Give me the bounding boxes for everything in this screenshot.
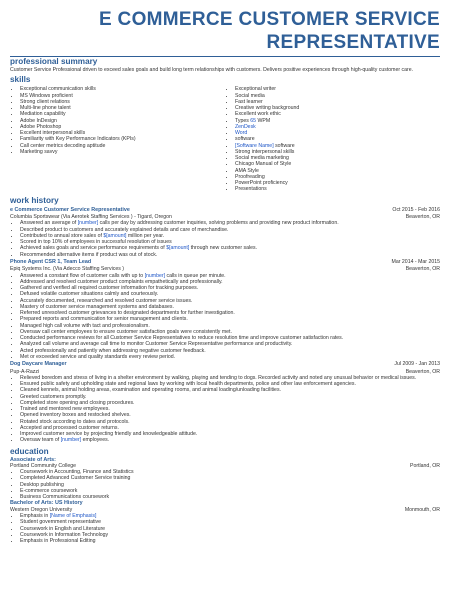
resume-title [10,8,440,54]
job-bullet: • Managed high call volume with tact and professionalism. [20,323,440,329]
job-bullet: • Completed store opening and closing procedures. [20,400,440,406]
education-bullet: • Emphasis in Professional Editing [20,538,440,544]
skill-item: • Mediation capability [20,111,225,117]
job-title: Phone Agent CSR 1, Team Lead [10,258,92,265]
skill-item: • Social media marketing [235,155,440,161]
skill-item: • Social media [235,93,440,99]
skill-item: • PowerPoint proficiency [235,180,440,186]
work-heading: work history [10,195,59,205]
title-line-1: E COMMERCE CUSTOMER SERVICE [99,9,440,30]
skill-item: • Presentations [235,186,440,192]
resume-page [10,8,440,544]
job-location: Beaverton, OR [405,368,440,375]
skills-heading: skills [10,75,31,85]
job-bullet: • Improved customer service by projecting friendly and knowledgeable attitude. [20,431,440,437]
placeholder-highlight: $[amount] [103,232,127,239]
summary-text: Customer Service Professional driven to exceed sales goals and build long term relationships with customers. Delivers positive experiences through high-quality customer care. [10,67,414,73]
placeholder-highlight: $[amount] [166,245,190,252]
job-header [10,207,440,214]
education-list [10,457,440,545]
school-name: Western Oregon University [10,506,73,513]
education-bullet: • Coursework in Accounting, Finance and Statistics [20,469,440,475]
job-dates: Jul 2009 - Jan 2013 [394,361,440,368]
school-location: Monmouth, OR [404,506,440,513]
skill-item: • Proofreading [235,174,440,180]
skill-item: • Call center metrics decoding aptitude [20,143,225,149]
job-bullet: • Achieved sales goals and service performance requirements of $[amount] through new customer sales. [20,245,440,251]
degree: Associate of Arts: [10,456,56,463]
job-bullet: • Scored in top 10% of employees in successful resolution of issues [20,239,440,245]
placeholder-highlight: ZenDesk [235,123,256,130]
job-bullets [10,375,440,444]
job-bullets [10,220,440,258]
job-bullet: • Accurately documented, researched and resolved customer service issues. [20,298,440,304]
job-entry [10,259,440,360]
job-bullet: • Answered a constant flow of customer calls with up to [number] calls in queue per minute. [20,273,440,279]
education-entry [10,457,440,501]
summary-section [10,57,440,73]
skill-item: • Fast learner [235,99,440,105]
placeholder-highlight: [Software Name] [235,142,274,149]
education-bullet: • Coursework in English and Literature [20,526,440,532]
job-entry [10,207,440,258]
skill-item: • Creative writing background [235,105,440,111]
job-location: Beaverton, OR [405,214,440,221]
education-bullet: • Desktop publishing [20,482,440,488]
job-bullet: • Greeted customers promptly. [20,394,440,400]
job-title: Dog Daycare Manager [10,361,67,368]
job-bullet: • Met or exceeded service and quality standards every review period. [20,354,440,360]
education-bullet: • Business Communications coursework [20,494,440,500]
job-bullet: • Answered an average of [number] calls per day by addressing customer inquiries, solving problems and providing new product information. [20,220,440,226]
placeholder-highlight: Word [235,130,248,137]
skill-item: • Excellent interpersonal skills [20,130,225,136]
skill-item: • Multi-line phone talent [20,105,225,111]
job-bullet: • Conducted performance reviews for all Customer Service Representatives to reduce resolution time and improve customer satisfaction rates. [20,335,440,341]
skill-item: • Adobe Photoshop [20,124,225,130]
skill-item: • Chicago Manual of Style [235,161,440,167]
job-bullet: • Accepted and processed customer returns. [20,425,440,431]
job-bullet: • Analyzed call volume and average call time to monitor Customer Service Representative performance and productivity. [20,341,440,347]
skill-item: • Excellent work ethic [235,111,440,117]
skill-item: • Exceptional communication skills [20,86,225,92]
job-company: Pup-A-Razzi [10,368,40,375]
job-bullet: • Recommended alternative items if product was out of stock. [20,252,440,258]
placeholder-highlight: [number] [77,220,99,227]
skill-item: • MS Windows proficient [20,93,225,99]
job-bullet: • Opened inventory boxes and restocked shelves. [20,412,440,418]
skills-list-left [10,86,225,192]
job-bullet: • Addressed and resolved customer product complaints empathetically and professionally. [20,279,440,285]
placeholder-highlight: 65 [250,117,257,124]
job-bullet: • Prepared reports and communication for senior management and clients. [20,316,440,322]
job-bullet: • Oversaw team of [number] employees. [20,437,440,443]
skills-section [10,75,440,192]
skills-list-right [225,86,440,192]
skill-item: • software [235,136,440,142]
job-bullet: • Relieved boredom and stress of living in a shelter environment by walking, playing and tending to dogs. Recorded activity and noted any unusual behavior or medical issues. [20,375,440,381]
job-bullet: • Trained and mentored new employees. [20,406,440,412]
skill-item: • Strong client relations [20,99,225,105]
placeholder-highlight: [number] [60,437,82,444]
skill-item: • Familiarity with Key Performance Indicators (KPIs) [20,136,225,142]
placeholder-highlight: [number] [144,272,166,279]
work-section [10,196,440,444]
job-header [10,259,440,266]
education-bullet: • Emphasis in [Name of Emphasis] [20,513,440,519]
skill-item: • Exceptional writer [235,86,440,92]
skill-item: • [Software Name] software [235,143,440,149]
placeholder-highlight: [Name of Emphasis] [49,513,97,520]
job-dates: Oct 2015 - Feb 2016 [392,206,440,213]
job-bullet: • Defused volatile customer situations calmly and courteously. [20,291,440,297]
job-bullet: • Contributed to annual store sales of $[amount] million per year. [20,233,440,239]
education-heading: education [10,446,49,456]
job-bullet: • Ensured public safety and upholding state and regional laws by working with local health departments, police and other law enforcement agencies. [20,381,440,387]
skill-item: • Marketing savvy [20,149,225,155]
job-bullet: • Mastery of customer service management systems and databases. [20,304,440,310]
title-line-2: REPRESENTATIVE [266,32,440,53]
jobs-list [10,207,440,444]
summary-heading: professional summary [10,57,98,66]
job-company: Epiq Systems Inc. (Via Adecco Staffing Services ) [10,266,124,273]
job-company: Columbia Sportswear (Via Aerotek Staffing Services ) - Tigard, Oregon [10,214,172,221]
job-bullet: • Cleaned kennels, animal holding areas, examination and operating rooms, and animal loading/unloading facilities. [20,387,440,393]
job-header [10,361,440,368]
education-bullets [10,513,440,544]
job-bullets [10,273,440,361]
skill-item: • AMA Style [235,168,440,174]
job-bullet: • Rotated stock according to dates and protocols. [20,419,440,425]
school-location: Portland, OR [410,463,440,470]
job-entry [10,361,440,443]
education-bullet: • Completed Advanced Customer Service training [20,475,440,481]
job-bullet: • Oversaw call center employees to ensure customer satisfaction goals were consistently met. [20,329,440,335]
education-bullet: • Student government representative [20,519,440,525]
school-name: Portland Community College [10,463,77,470]
education-bullet: • E-commerce coursework [20,488,440,494]
skill-item: • Strong interpersonal skills [235,149,440,155]
education-entry [10,500,440,544]
job-bullet: • Acted professionally and patiently when addressing negative customer feedback. [20,348,440,354]
job-title: e Commerce Customer Service Representative [10,206,130,213]
education-bullet: • Coursework in Information Technology [20,532,440,538]
job-bullet: • Referred unresolved customer grievances to designated departments for further investigation. [20,310,440,316]
education-bullets [10,469,440,500]
education-section [10,447,440,545]
job-dates: Mar 2014 - Mar 2015 [391,259,440,266]
job-bullet: • Described product to customers and accurately explained details and care of merchandise. [20,227,440,233]
job-bullet: • Gathered and verified all required customer information for tracking purposes. [20,285,440,291]
skill-item: • Types 65 WPM [235,118,440,124]
skill-item: • Adobe InDesign [20,118,225,124]
degree: Bachelor of Arts: US History [10,500,83,507]
job-location: Beaverton, OR [405,266,440,273]
